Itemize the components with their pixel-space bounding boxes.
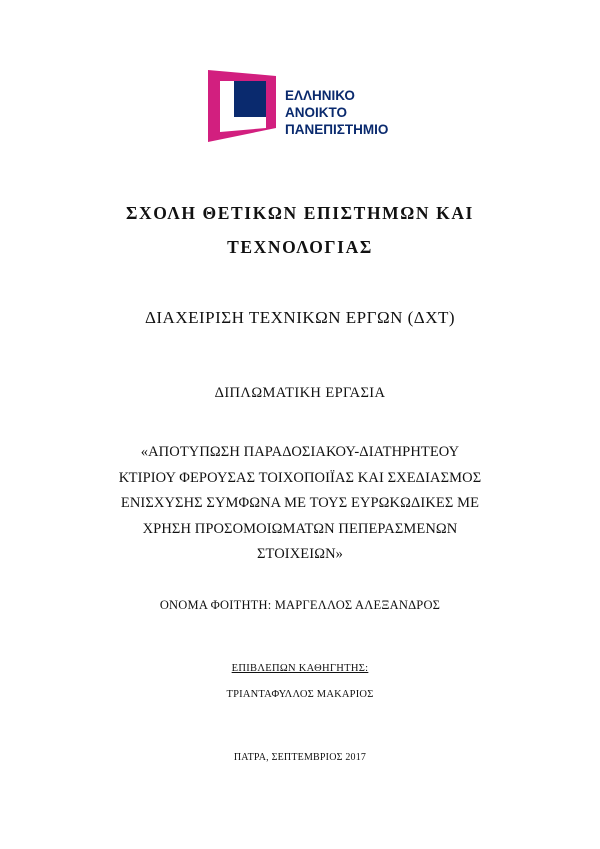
logo-line-1: ΕΛΛΗΝΙΚΟ (285, 88, 355, 103)
logo-line-2: ΑΝΟΙΚΤΟ (285, 105, 348, 120)
thesis-title-line: ΣΤΟΙΧΕΙΩΝ» (257, 546, 343, 562)
thesis-title-line: ΧΡΗΣΗ ΠΡΟΣΟΜΟΙΩΜΑΤΩΝ ΠΕΠΕΡΑΣΜΕΝΩΝ (142, 520, 458, 537)
thesis-title-line: «ΑΠΟΤΥΠΩΣΗ ΠΑΡΑΔΟΣΙΑΚΟΥ-ΔΙΑΤΗΡΗΤΕΟΥ (140, 444, 460, 460)
student-name: ΟΝΟΜΑ ΦΟΙΤΗΤΗ: ΜΑΡΓΕΛΛΟΣ ΑΛΕΞΑΝΔΡΟΣ (159, 598, 441, 612)
school-name (0, 196, 600, 264)
school-name-line-1: ΣΧΟΛΗ ΘΕΤΙΚΩΝ ΕΠΙΣΤΗΜΩΝ ΚΑΙ (126, 203, 474, 223)
school-name-line-2: ΤΕΧΝΟΛΟΓΙΑΣ (227, 237, 373, 257)
supervisor-label: ΕΠΙΒΛΕΠΩΝ ΚΑΘΗΓΗΤΗΣ: (231, 663, 369, 674)
university-logo (208, 70, 408, 142)
thesis-label: ΔΙΠΛΩΜΑΤΙΚΗ ΕΡΓΑΣΙΑ (214, 385, 386, 401)
thesis-title (0, 440, 600, 568)
supervisor-name: ΤΡΙΑΝΤΑΦΥΛΛΟΣ ΜΑΚΑΡΙΟΣ (226, 689, 374, 700)
program-name: ΔΙΑΧΕΙΡΙΣΗ ΤΕΧΝΙΚΩΝ ΕΡΓΩΝ (ΔΧΤ) (144, 308, 456, 327)
eap-logo-icon (208, 70, 278, 142)
thesis-title-line: ΕΝΙΣΧΥΣΗΣ ΣΥΜΦΩΝΑ ΜΕ ΤΟΥΣ ΕΥΡΩΚΩΔΙΚΕΣ ΜΕ (120, 495, 480, 511)
logo-wordmark (285, 87, 388, 138)
logo-line-3: ΠΑΝΕΠΙΣΤΗΜΙΟ (285, 122, 389, 137)
thesis-title-line: ΚΤΙΡΙΟΥ ΦΕΡΟΥΣΑΣ ΤΟΙΧΟΠΟΙΪΑΣ ΚΑΙ ΣΧΕΔΙΑΣΜΟΣ (118, 469, 482, 486)
place-date: ΠΑΤΡΑ, ΣΕΠΤΕΜΒΡΙΟΣ 2017 (233, 752, 367, 763)
